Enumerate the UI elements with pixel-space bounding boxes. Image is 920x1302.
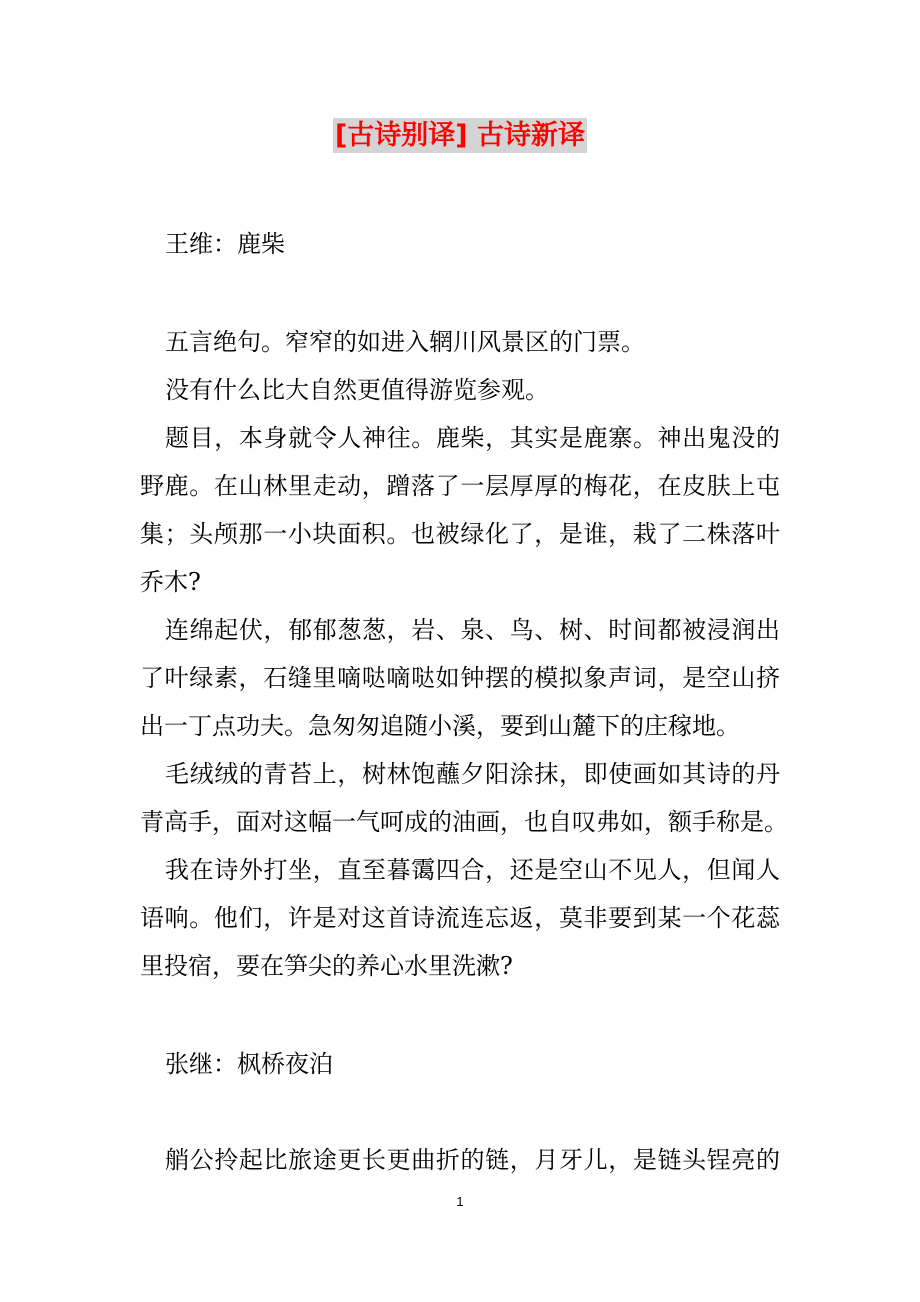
- paragraph-line: 里投宿，要在笋尖的养心水里洗漱?: [140, 952, 513, 980]
- paragraph-line: 乔木?: [140, 568, 201, 596]
- paragraph-line: 我在诗外打坐，直至暮霭四合，还是空山不见人，但闻人: [165, 856, 780, 884]
- paragraph-line: 了叶绿素，石缝里嘀哒嘀哒如钟摆的模拟象声词，是空山挤: [140, 664, 780, 692]
- title-text: [古诗别译] 古诗新译: [334, 120, 586, 151]
- document-title: [0, 117, 920, 155]
- paragraph-line: 野鹿。在山林里走动，蹭落了一层厚厚的梅花，在皮肤上屯: [140, 472, 780, 500]
- paragraph-line: 毛绒绒的青苔上，树林饱蘸夕阳涂抹，即使画如其诗的丹: [165, 760, 780, 788]
- page-number: 1: [456, 1194, 464, 1209]
- paragraph-line: 青高手，面对这幅一气呵成的油画，也自叹弗如，额手称是。: [140, 808, 788, 836]
- paragraph-line: 没有什么比大自然更值得游览参观。: [165, 376, 549, 404]
- paragraph-line: 集；头颅那一小块面积。也被绿化了，是谁，栽了二株落叶: [140, 520, 780, 548]
- paragraph-line: 语响。他们，许是对这首诗流连忘返，莫非要到某一个花蕊: [140, 904, 780, 932]
- paragraph-line: 艄公拎起比旅途更长更曲折的链，月牙儿，是链头锃亮的: [165, 1146, 780, 1174]
- section-heading: 王维：鹿柴: [165, 230, 285, 258]
- paragraph-line: 五言绝句。窄窄的如进入辋川风景区的门票。: [165, 328, 645, 356]
- paragraph-line: 连绵起伏，郁郁葱葱，岩、泉、鸟、树、时间都被浸润出: [165, 616, 780, 644]
- paragraph-line: 出一丁点功夫。急匆匆追随小溪，要到山麓下的庄稼地。: [140, 712, 740, 740]
- paragraph-line: 题目，本身就令人神往。鹿柴，其实是鹿寨。神出鬼没的: [165, 424, 780, 452]
- section-heading: 张继：枫桥夜泊: [165, 1050, 333, 1078]
